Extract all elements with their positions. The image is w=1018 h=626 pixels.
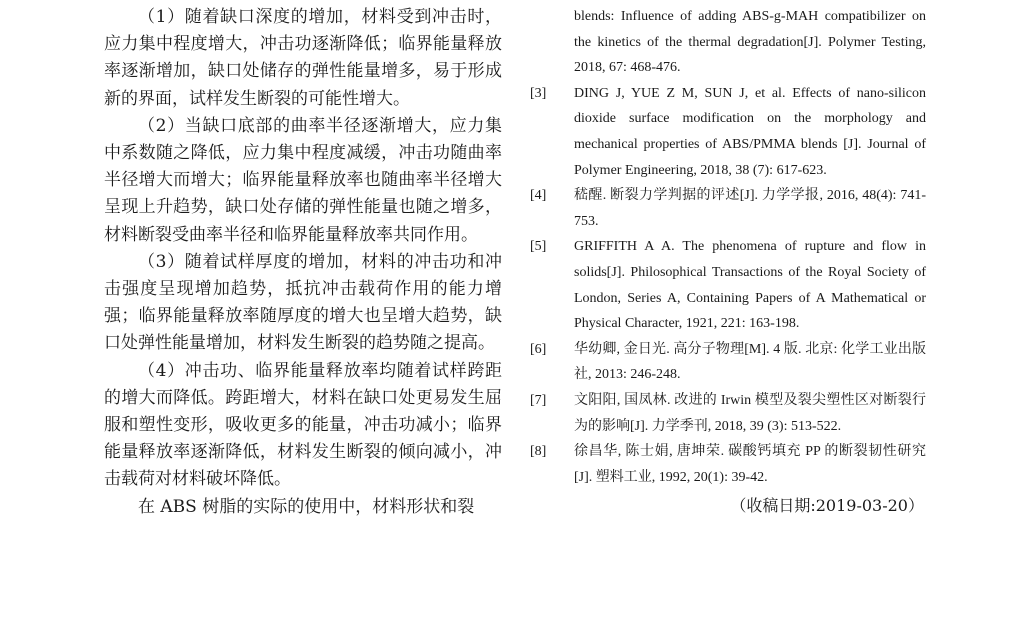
conclusion-paragraph-2: （2）当缺口底部的曲率半径逐渐增大，应力集中系数随之降低，应力集中程度减缓，冲击功随曲率半径增大而增大；临界能量释放率也随曲率半径增大呈现上升趋势，缺口处存储的弹性能量也随之增多，材料断裂受曲率半径和临界能量释放率共同作用。 <box>104 115 502 245</box>
reference-item-7 <box>530 388 926 439</box>
reference-item-6 <box>530 337 926 388</box>
reference-text: 华幼卿, 金日光. 高分子物理[M]. 4 版. 北京: 化学工业出版社, 2013: 246-248. <box>574 341 926 383</box>
reference-item-3 <box>530 81 926 183</box>
reference-text: 嵇醒. 断裂力学判据的评述[J]. 力学学报, 2016, 48(4): 741-753. <box>574 188 926 229</box>
reference-text: GRIFFITH A A. The phenomena of rupture and flow in solids[J]. Philosophical Transactions of the Royal Society of London, Series A, Containing Papers of A Mathematical or Physical Character, 1921, 221: 163-198. <box>574 239 926 332</box>
reference-number: [8] <box>530 444 547 460</box>
reference-number: [6] <box>530 341 547 357</box>
reference-number: [7] <box>530 392 547 408</box>
conclusion-paragraph-4: （4）冲击功、临界能量释放率均随着试样跨距的增大而降低。跨距增大，材料在缺口处更易发生屈服和塑性变形，吸收更多的能量，冲击功减小；临界能量释放率逐渐降低，材料发生断裂的倾向减小，冲击载荷对材料破坏降低。 <box>104 360 502 490</box>
reference-number: [5] <box>530 239 547 255</box>
reference-text: blends: Influence of adding ABS-g-MAH compatibilizer on the kinetics of the thermal degradation[J]. Polymer Testing, 2018, 67: 468-476. <box>574 9 926 76</box>
reference-item-8 <box>530 439 926 490</box>
reference-text: DING J, YUE Z M, SUN J, et al. Effects of nano-silicon dioxide surface modification on the morphology and mechanical properties of ABS/PMMA blends [J]. Journal of Polymer Engineering, 2018, 38 (7): 617-623. <box>574 85 926 178</box>
reference-number: [4] <box>530 188 547 204</box>
conclusion-paragraph-3: （3）随着试样厚度的增加，材料的冲击功和冲击强度呈现增加趋势，抵抗冲击载荷作用的能力增强；临界能量释放率随厚度的增大也呈增大趋势，缺口处弹性能量增加，材料发生断裂的趋势随之提高。 <box>104 251 502 354</box>
closing-paragraph: 在 ABS 树脂的实际的使用中，材料形状和裂 <box>138 496 475 517</box>
reference-number: [3] <box>530 85 547 101</box>
reference-item-5 <box>530 234 926 336</box>
received-date: （收稿日期:2019-03-20） <box>730 496 924 516</box>
conclusion-paragraph-1: （1）随着缺口深度的增加，材料受到冲击时，应力集中程度增大，冲击功逐渐降低；临界能量释放率逐渐增加，缺口处储存的弹性能量增多，易于形成新的界面，试样发生断裂的可能性增大。 <box>104 7 502 109</box>
body-text-column <box>104 4 502 521</box>
reference-text: 徐昌华, 陈士娟, 唐坤荣. 碳酸钙填充 PP 的断裂韧性研究[J]. 塑料工业, 1992, 20(1): 39-42. <box>574 444 926 485</box>
reference-continuation <box>530 4 926 81</box>
reference-item-4 <box>530 183 926 234</box>
references-column <box>530 4 926 520</box>
reference-text: 文阳阳, 国凤林. 改进的 Irwin 模型及裂尖塑性区对断裂行为的影响[J]. 力学季刊, 2018, 39 (3): 513-522. <box>574 392 926 434</box>
